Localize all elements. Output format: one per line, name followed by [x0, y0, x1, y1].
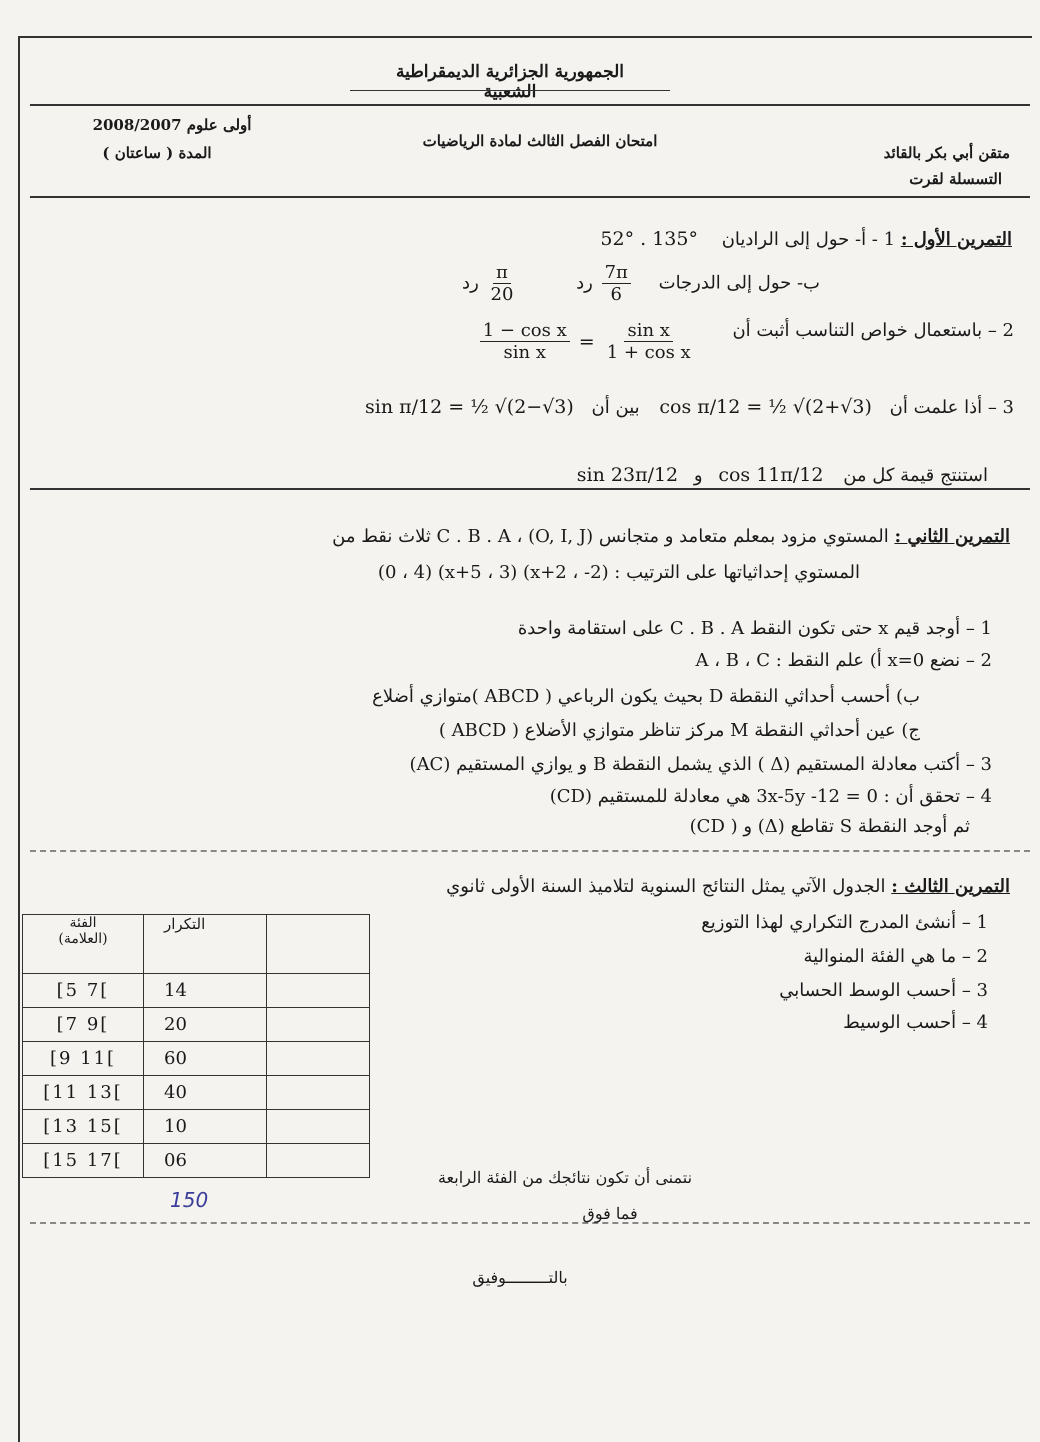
frequency-table [22, 914, 370, 1178]
table-row [23, 1144, 370, 1178]
table-row [23, 974, 370, 1008]
exam-duration: المدة ( ساعتان ) [102, 144, 212, 162]
ex3-intro: الجدول الآتي يمثل النتائج السنوية لتلاميذ السنة الأولى ثانوي [446, 876, 886, 897]
exam-title: امتحان الفصل الثالث لمادة الرياضيات [422, 132, 658, 150]
ex2-intro1: المستوي مزود بمعلم متعامد و متجانس (O, I, J) ، C . B . A ثلاث نقط من [332, 526, 889, 547]
ex1-q3-mid: بين أن [591, 397, 640, 418]
count-cell: 06 [144, 1144, 267, 1178]
ex1-q2: 2 – باستعمال خواص التناسب أثبت أن [732, 320, 1014, 341]
ex1-and: و [693, 465, 703, 486]
ex2-intro-row [332, 526, 1010, 547]
blank-cell [267, 974, 370, 1008]
title-underline [350, 90, 670, 91]
count-cell: 40 [144, 1076, 267, 1110]
col-count-header: التكرار [144, 915, 267, 974]
blank-cell [267, 1008, 370, 1042]
table-row [23, 1110, 370, 1144]
interval-cell: [13 15[ [23, 1110, 144, 1144]
count-cell: 20 [144, 1008, 267, 1042]
ex2-q2b: ب) أحسب أحداثي النقطة D بحيث يكون الرباعي ( ABCD )متوازي أضلاع [372, 686, 920, 707]
ex3-q2: 2 – ما هي الفئة المنوالية [803, 946, 988, 967]
ex1-q1a: 1 - أ- حول إلى الراديان [721, 229, 896, 250]
table-row [23, 1008, 370, 1042]
footer-wish1: نتمنى أن تكون نتائجك من الفئة الرابعة [437, 1168, 693, 1187]
ex1-q3-sin: sin π/12 = ½ √(2−√3) [365, 396, 574, 418]
header-bottom-rule [30, 196, 1030, 198]
blank-cell [267, 1110, 370, 1144]
ex1-cos2: cos 11π/12 [718, 464, 824, 486]
ex1-deduce: استنتج قيمة كل من [843, 465, 988, 486]
ex1-q1b-frac2: $\frac{\pi}{20}$ [490, 262, 514, 305]
table-row [23, 1076, 370, 1110]
ex1-q3-row [365, 396, 1014, 418]
table-row [23, 1042, 370, 1076]
col-blank-header [267, 915, 370, 974]
ex3-intro-row [446, 876, 1010, 897]
ex2-q4: 4 – تحقق أن : 3x-5y -12 = 0 هي معادلة للمستقيم (CD) [549, 786, 992, 807]
table-header-row [23, 915, 370, 974]
ex1-q1b-unit2: رد [462, 272, 479, 294]
ex1-q3-cos: cos π/12 = ½ √(2+√3) [659, 396, 872, 418]
blank-cell [267, 1042, 370, 1076]
ex1-q2-identity: $\frac{\text{1 − cos x}}{\text{sin x}}$ = $\frac{\text{sin x}}{\text{1 + cos x}}$ [477, 320, 697, 363]
interval-cell: [7 9[ [23, 1008, 144, 1042]
district-name: التسسلة لقرت [909, 170, 1002, 188]
blank-cell [267, 1076, 370, 1110]
ex1-rule [30, 488, 1030, 490]
school-name: متقن أبي بكر بالقائد [883, 144, 1010, 162]
interval-cell: [15 17[ [23, 1144, 144, 1178]
footer-luck: بالتـــــــــوفيق [472, 1268, 568, 1287]
ex3-q4: 4 – أحسب الوسيط [843, 1012, 988, 1033]
ex2-q2a: 2 – نضع x=0 أ) علم النقط : A ، B ، C [695, 650, 992, 671]
count-cell: 14 [144, 974, 267, 1008]
ex1-q1a-values: 52° . 135° [600, 228, 698, 250]
col-class-header: الفئة (العلامة) [23, 915, 144, 974]
interval-cell: [9 11[ [23, 1042, 144, 1076]
ex3-q3: 3 – أحسب الوسط الحسابي [779, 980, 988, 1001]
ex1-q1b-row [462, 262, 820, 305]
ex1-sin2: sin 23π/12 [576, 464, 679, 486]
ex2-q3: 3 – أكتب معادلة المستقيم (Δ ) الذي يشمل النقطة B و يوازي المستقيم (AC) [409, 754, 992, 775]
republic-title: الجمهورية الجزائرية الديمقراطية الشعبية [395, 62, 624, 102]
ex3-rule [30, 1222, 1030, 1224]
ex2-title: التمرين الثاني : [894, 526, 1010, 547]
ex2-q1: 1 – أوجد قيم x حتى تكون النقط C . B . A على استقامة واحدة [517, 618, 992, 639]
count-cell: 10 [144, 1110, 267, 1144]
footer-wish2: فما فوق [582, 1204, 638, 1223]
header-rule [30, 104, 1030, 106]
ex1-q3: 3 – أذا علمت أن [889, 397, 1014, 418]
interval-cell: [11 13[ [23, 1076, 144, 1110]
class-year: أولى علوم 2008/2007 [92, 116, 252, 134]
ex1-q2-row [477, 320, 1014, 363]
blank-cell [267, 1144, 370, 1178]
table-body [23, 974, 370, 1178]
count-cell: 60 [144, 1042, 267, 1076]
ex1-q1b-frac1: $\frac{7\pi}{6}$ [602, 262, 631, 305]
ex3-title: التمرين الثالث : [891, 876, 1010, 897]
interval-cell: [5 7[ [23, 974, 144, 1008]
ex3-q1: 1 – أنشئ المدرج التكراري لهذا التوزيع [701, 912, 988, 933]
ex2-q4b: ثم أوجد النقطة S تقاطع (Δ) و ( CD) [689, 816, 970, 837]
ex2-q2c: ج) عين أحداثي النقطة M مركز تناظر متوازي الأضلاع ( ABCD ) [438, 720, 920, 741]
handwritten-total: 150 [170, 1188, 209, 1212]
ex1-q1b-unit1: رد [576, 272, 593, 294]
ex1-title: التمرين الأول : [900, 229, 1012, 250]
ex1-deduce-row [577, 464, 988, 486]
ex1-q1b: ب- حول إلى الدرجات [658, 272, 820, 294]
ex1-block [600, 228, 1012, 250]
ex2-intro2: المستوي إحداثياتها على الترتيب : (x+2 ، -2) (x+5 ، 3) (0 ، 4) [377, 562, 860, 583]
ex2-rule [30, 850, 1030, 852]
